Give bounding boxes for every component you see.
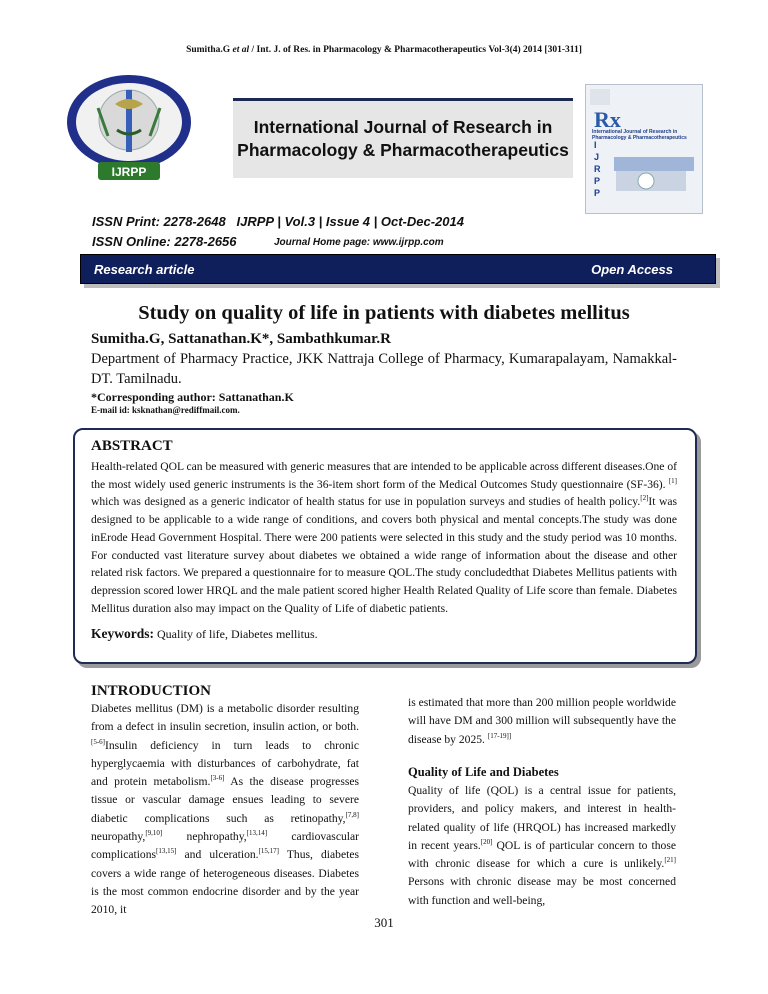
abstract-text: Health-related QOL can be measured with generic measures that are intended to be applicable across different diseases.One of the most widely used generic instruments is the 36-item short form of the Medical Outcomes Study questionnaire (SF-36). [1] which was designed as a generic indicator of health status for use in population surveys and studies of health policy.[2]It was designed to be applicable to a wide range of conditions, and covers both physical and mental concepts.The study was done inErode Head Government Hospital. There were 200 patients were selected in this study and the study period was 10 months. For conducted vast literature survey about diabetes we obtained a wide range of information about the disease and other related risk factors. We prepared a questionnaire for to measure QOL.The study concludedthat Diabetes Mellitus patients with depression scored lower HRQL and the male patient scored higher Health Related Quality of Life score than female. Diabetes Mellitus duration also may impact on the Quality of Life of diabetic patients. — [91, 460, 677, 615]
keywords: Keywords: Quality of life, Diabetes mellitus. — [91, 626, 318, 641]
introduction-heading: INTRODUCTION — [91, 683, 212, 699]
cover-title: International Journal of Research in Pharmacology & Pharmacotherapeutics — [592, 129, 687, 141]
open-access-label: Open Access — [591, 262, 673, 277]
cover-rx-logo: Rx — [594, 107, 621, 132]
journal-cover-image — [585, 84, 703, 214]
running-header: Sumitha.G et al / Int. J. of Res. in Pharmacology & Pharmacotherapeutics Vol-3(4) 2014 [301-311] — [186, 45, 582, 55]
introduction-text-left: Diabetes mellitus (DM) is a metabolic disorder resulting from a defect in insulin secretion, insulin action, or both.[5-6]Insulin deficiency in turn leads to chronic hyperglycaemia with disturbances of carbohydrate, fat and protein metabolism.[3-6] As the disease progresses tissue or vascular damage ensues leading to severe diabetic complications such as retinopathy,[7,8] neuropathy,[9,10] nephropathy,[13,14] cardiovascular complications[13,15] and ulceration.[15,17] Thus, diabetes covers a wide range of heterogeneous diseases. Diabetes is the most common endocrine disorder and by the year 2010, it — [91, 702, 360, 917]
corresponding-author: *Corresponding author: Sattanathan.K — [91, 390, 294, 404]
page-number: 301 — [374, 915, 394, 930]
issn-print-line: ISSN Print: 2278-2648 IJRPP | Vol.3 | Issue 4 | Oct-Dec-2014 — [92, 214, 464, 229]
issn-online: ISSN Online: 2278-2656 — [92, 234, 237, 249]
article-title: Study on quality of life in patients with diabetes mellitus — [138, 302, 630, 324]
qol-heading: Quality of Life and Diabetes — [408, 765, 559, 779]
author-email: E-mail id: ksknathan@rediffmail.com. — [91, 405, 240, 415]
authors: Sumitha.G, Sattanathan.K*, Sambathkumar.R — [91, 331, 391, 347]
qol-text: Quality of life (QOL) is a central issue for patients, providers, and policy makers, and interest in health-related quality of life (HRQOL) has increased markedly in recent years.[20] QOL is of particular concern to those with chronic disease for which a cure is unlikely.[21] Persons with chronic disease may be most concerned with function and well-being, — [408, 784, 676, 907]
logo-text: IJRPP — [111, 165, 147, 179]
journal-homepage: Journal Home page: www.ijrpp.com — [274, 237, 444, 248]
abstract-heading: ABSTRACT — [91, 438, 173, 454]
journal-title: International Journal of Research in Pharmacology & Pharmacotherapeutics — [237, 117, 569, 160]
title-band-rule — [233, 98, 573, 101]
affiliation: Department of Pharmacy Practice, JKK Nattraja College of Pharmacy, Kumarapalayam, Namakkal-DT. Tamilnadu. — [91, 351, 677, 387]
journal-logo — [60, 70, 198, 188]
journal-title-band — [233, 98, 573, 178]
introduction-text-right: is estimated that more than 200 million people worldwide will have DM and 300 million will subsequently have the disease by 2025. [17-19]] — [408, 696, 676, 746]
research-article-label: Research article — [94, 262, 195, 277]
cover-side-letters: IJRPP — [594, 140, 601, 198]
article-type-banner — [80, 254, 716, 284]
